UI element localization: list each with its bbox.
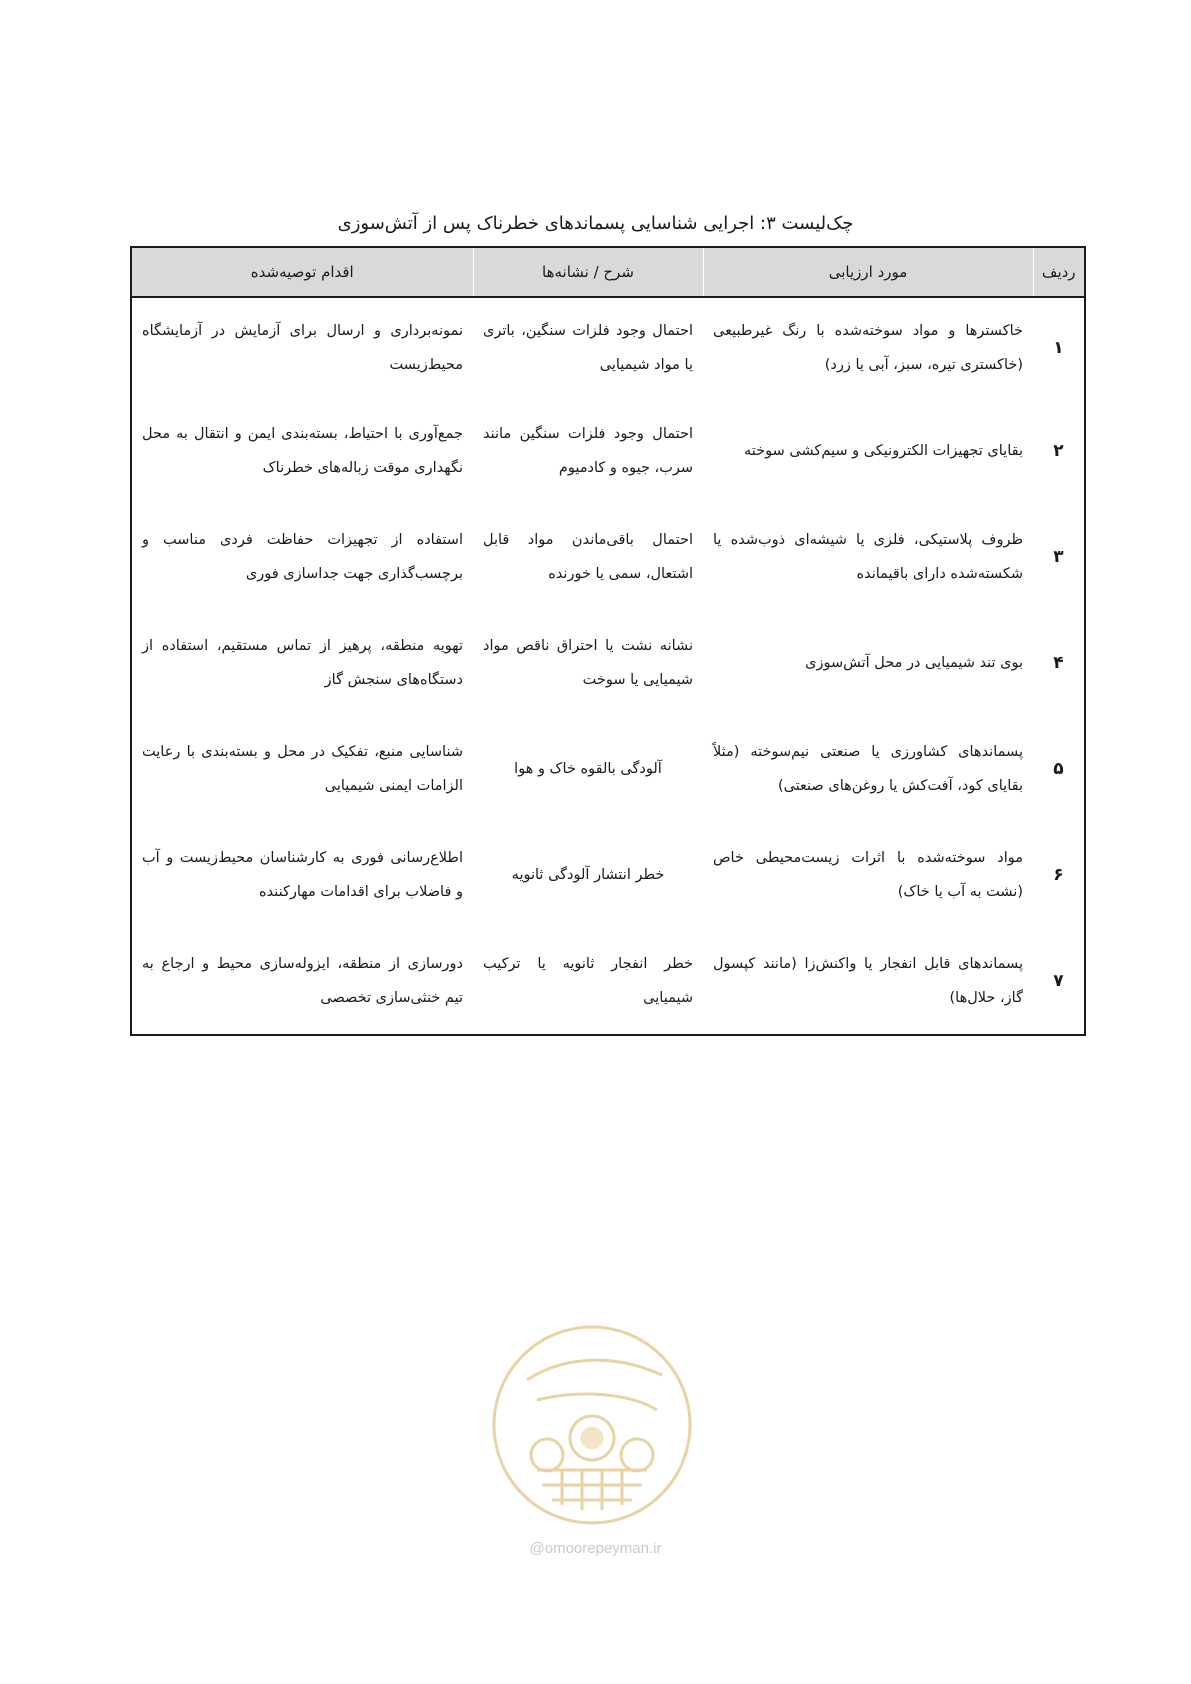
description-signs: خطر انفجار ثانویه یا ترکیب شیمیایی xyxy=(483,956,693,1006)
description-signs: نشانه نشت یا احتراق ناقص مواد شیمیایی یا سوخت xyxy=(483,638,693,688)
row-number: ۴ xyxy=(1053,653,1064,673)
header-recommended-action: اقدام توصیه‌شده xyxy=(131,247,473,297)
description-signs: خطر انتشار آلودگی ثانویه xyxy=(511,867,665,883)
description-signs: آلودگی بالقوه خاک و هوا xyxy=(514,761,662,777)
recommended-action: جمع‌آوری با احتیاط، بسته‌بندی ایمن و انتقال به محل نگهداری موقت زباله‌های خطرناک xyxy=(142,426,463,476)
recommended-action: استفاده از تجهیزات حفاظت فردی مناسب و برچسب‌گذاری جهت جداسازی فوری xyxy=(142,532,463,582)
table-row xyxy=(131,504,1085,610)
header-row xyxy=(131,247,1085,297)
recommended-action: نمونه‌برداری و ارسال برای آزمایش در آزمایشگاه محیط‌زیست xyxy=(142,323,463,373)
recommended-action: تهویه منطقه، پرهیز از تماس مستقیم، استفاده از دستگاه‌های سنجش گاز xyxy=(142,638,463,688)
table-caption: چک‌لیست ۳: اجرایی شناسایی پسماندهای خطرناک پس از آتش‌سوزی xyxy=(337,213,854,234)
description-signs: احتمال باقی‌ماندن مواد قابل اشتعال، سمی یا خورنده xyxy=(483,532,693,582)
row-number: ۷ xyxy=(1053,971,1064,991)
row-number: ۲ xyxy=(1053,441,1064,461)
table-row xyxy=(131,398,1085,504)
watermark-url: @omoorepeyman.ir xyxy=(529,1540,662,1557)
row-number: ۶ xyxy=(1053,865,1064,885)
assessment-item: ظروف پلاستیکی، فلزی یا شیشه‌ای ذوب‌شده یا شکسته‌شده دارای باقیمانده xyxy=(713,532,1023,582)
checklist-table xyxy=(130,246,1086,1036)
recommended-action: شناسایی منبع، تفکیک در محل و بسته‌بندی با رعایت الزامات ایمنی شیمیایی xyxy=(142,744,463,794)
table-row xyxy=(131,822,1085,928)
row-number: ۳ xyxy=(1053,547,1064,567)
description-signs: احتمال وجود فلزات سنگین، باتری یا مواد شیمیایی xyxy=(483,323,693,373)
header-row-number: ردیف xyxy=(1033,247,1085,297)
table-row xyxy=(131,610,1085,716)
header-assessment-item: مورد ارزیابی xyxy=(703,247,1033,297)
assessment-item: پسماندهای کشاورزی یا صنعتی نیم‌سوخته (مثلاً بقایای کود، آفت‌کش یا روغن‌های صنعتی) xyxy=(713,744,1023,794)
table-row xyxy=(131,716,1085,822)
row-number: ۵ xyxy=(1053,759,1064,779)
watermark-logo xyxy=(487,1320,697,1530)
assessment-item: بقایای تجهیزات الکترونیکی و سیم‌کشی سوخته xyxy=(744,443,1023,459)
assessment-item: پسماندهای قابل انفجار یا واکنش‌زا (مانند کپسول گاز، حلال‌ها) xyxy=(713,956,1023,1006)
header-description-signs: شرح / نشانه‌ها xyxy=(473,247,703,297)
recommended-action: اطلاع‌رسانی فوری به کارشناسان محیط‌زیست و آب و فاضلاب برای اقدامات مهارکننده xyxy=(142,850,463,900)
row-number: ۱ xyxy=(1053,338,1064,358)
assessment-item: بوی تند شیمیایی در محل آتش‌سوزی xyxy=(805,655,1023,671)
description-signs: احتمال وجود فلزات سنگین مانند سرب، جیوه و کادمیوم xyxy=(483,426,693,476)
table-row xyxy=(131,928,1085,1035)
recommended-action: دورسازی از منطقه، ایزوله‌سازی محیط و ارجاع به تیم خنثی‌سازی تخصصی xyxy=(142,956,463,1006)
table-row xyxy=(131,297,1085,398)
assessment-item: مواد سوخته‌شده با اثرات زیست‌محیطی خاص (نشت به آب یا خاک) xyxy=(713,850,1023,900)
assessment-item: خاکسترها و مواد سوخته‌شده با رنگ غیرطبیعی (خاکستری تیره، سبز، آبی یا زرد) xyxy=(713,323,1023,373)
